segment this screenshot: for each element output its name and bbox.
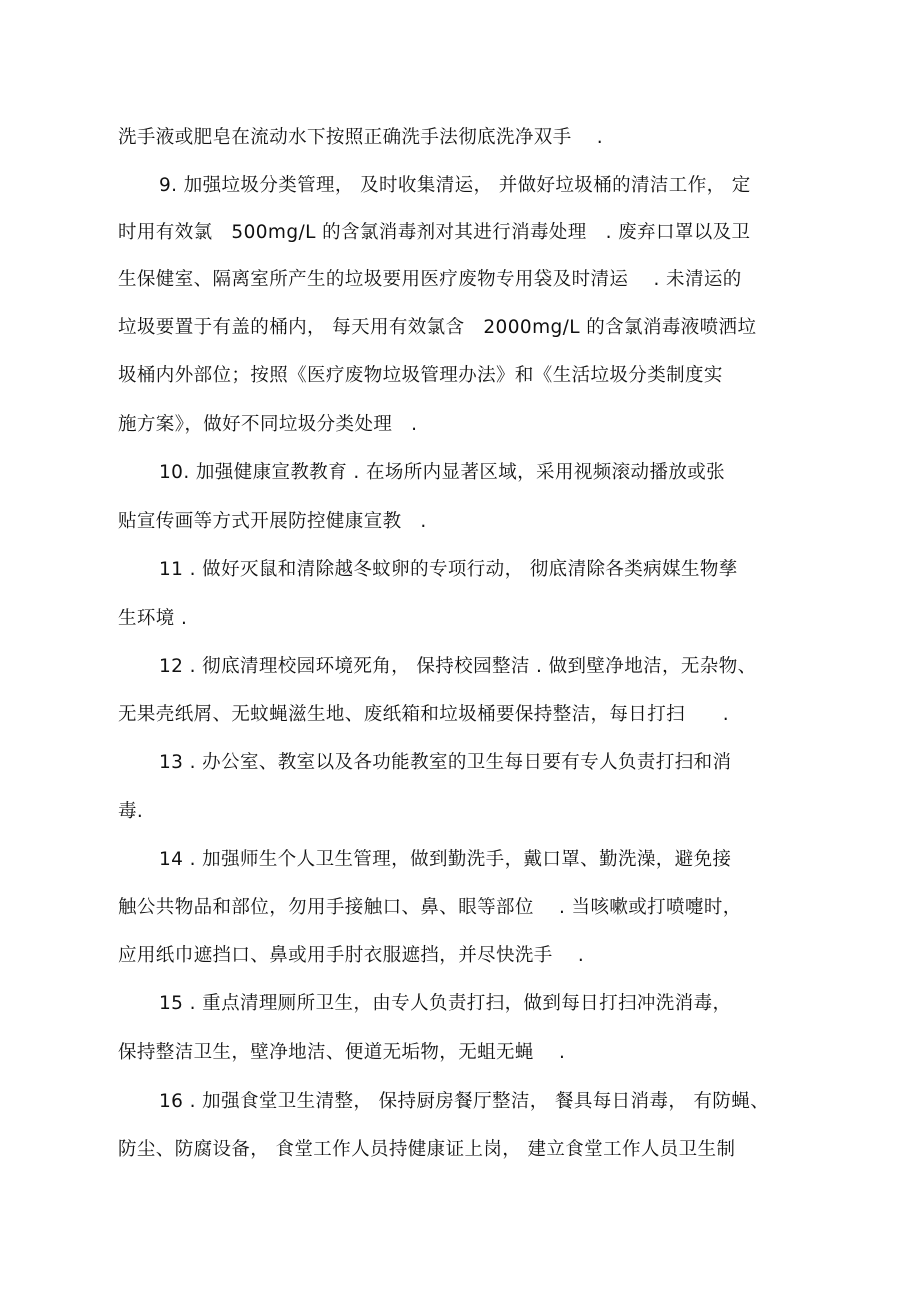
item-14-line-3: 应用纸巾遮挡口、鼻或用手肘衣服遮挡，并尽快洗手 . (118, 945, 585, 966)
item-13-line-2: 毒. (118, 801, 144, 822)
item-12-line-2: 无果壳纸屑、无蚊蝇滋生地、废纸箱和垃圾桶要保持整洁，每日打扫 . (118, 704, 730, 725)
item-9-line-3: 生保健室、隔离室所产生的垃圾要用医疗废物专用袋及时清运 . 未清运的 (118, 269, 742, 290)
item-14-line-1: 14 . 加强师生个人卫生管理，做到勤洗手，戴口罩、勤洗澡，避免接 (159, 849, 732, 870)
item-9-line-6: 施方案》，做好不同垃圾分类处理 . (118, 414, 418, 435)
item-11-line-1: 11 . 做好灭鼠和清除越冬蚊卵的专项行动， 彻底清除各类病媒生物孳 (159, 559, 738, 580)
item-15-line-2: 保持整洁卫生，壁净地洁、便道无垢物，无蛆无蝇 . (118, 1042, 566, 1063)
item-11-line-2: 生环境 . (118, 608, 188, 629)
item-9-line-2: 时用有效氯 500mg/L 的含氯消毒剂对其进行消毒处理 . 废弃口罩以及卫 (118, 222, 751, 243)
item-12-line-1: 12 . 彻底清理校园环境死角， 保持校园整洁 . 做到壁净地洁，无杂物、 (159, 656, 757, 677)
item-16-line-1: 16 . 加强食堂卫生清整， 保持厨房餐厅整洁， 餐具每日消毒， 有防蝇、 (159, 1091, 770, 1112)
item-15-line-1: 15 . 重点清理厕所卫生，由专人负责打扫，做到每日打扫冲洗消毒， (159, 993, 732, 1014)
paragraph-8-continuation-line-1: 洗手液或肥皂在流动水下按照正确洗手法彻底洗净双手 . (118, 127, 604, 148)
item-9-line-1: 9. 加强垃圾分类管理， 及时收集清运， 并做好垃圾桶的清洁工作， 定 (159, 175, 751, 196)
item-10-line-2: 贴宣传画等方式开展防控健康宣教 . (118, 511, 427, 532)
item-9-line-5: 圾桶内外部位；按照《医疗废物垃圾管理办法》和《生活垃圾分类制度实 (118, 365, 723, 386)
item-16-line-2: 防尘、防腐设备， 食堂工作人员持健康证上岗， 建立食堂工作人员卫生制 (118, 1139, 736, 1160)
item-9-line-4: 垃圾要置于有盖的桶内， 每天用有效氯含 2000mg/L 的含氯消毒液喷洒垃 (118, 317, 757, 338)
item-10-line-1: 10. 加强健康宣教教育 . 在场所内显著区域，采用视频滚动播放或张 (159, 462, 726, 483)
item-13-line-1: 13 . 办公室、教室以及各功能教室的卫生每日要有专人负责打扫和消 (159, 752, 732, 773)
item-14-line-2: 触公共物品和部位，勿用手接触口、鼻、眼等部位 . 当咳嗽或打喷嚏时， (118, 897, 742, 918)
